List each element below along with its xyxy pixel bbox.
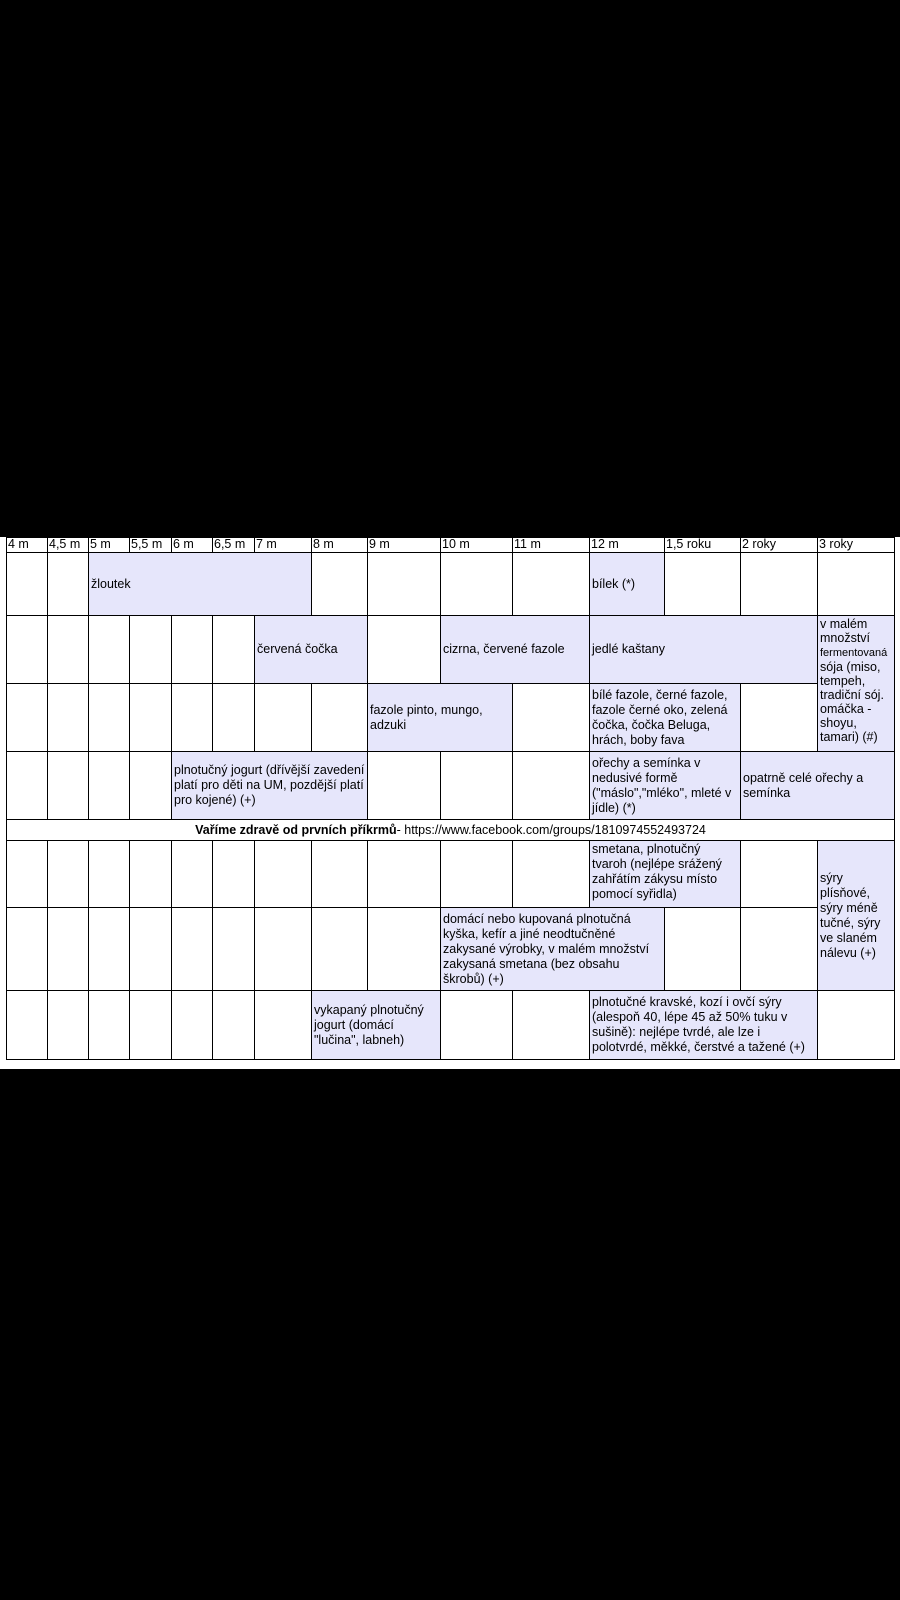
empty-cell	[367, 751, 441, 820]
empty-cell	[512, 751, 590, 820]
header-6m: 6 m	[171, 537, 213, 553]
empty-cell	[367, 907, 441, 991]
banner-title: Vaříme zdravě od prvních příkrmů	[195, 822, 397, 837]
empty-cell	[367, 552, 441, 616]
empty-cell	[47, 907, 89, 991]
empty-cell	[88, 990, 130, 1060]
empty-cell	[740, 683, 818, 752]
header-8m: 8 m	[311, 537, 368, 553]
empty-cell	[88, 840, 130, 908]
header-10m: 10 m	[440, 537, 513, 553]
empty-cell	[367, 840, 441, 908]
cele-orechy-cell: opatrně celé ořechy a semínka	[740, 751, 895, 820]
header-1-5-roku: 1,5 roku	[664, 537, 741, 553]
empty-cell	[311, 840, 368, 908]
empty-cell	[664, 552, 741, 616]
food-introduction-table	[0, 537, 900, 1069]
fazole-pinto-cell: fazole pinto, mungo, adzuki	[367, 683, 513, 752]
empty-cell	[254, 683, 312, 752]
empty-cell	[212, 615, 255, 684]
empty-cell	[740, 552, 818, 616]
vykapany-jogurt-cell: vykapaný plnotučný jogurt (domácí "lučina", labneh)	[311, 990, 441, 1060]
plnotucny-jogurt-cell: plnotučný jogurt (dřívější zavedení platí pro děti na UM, pozdější platí pro kojené) (+)	[171, 751, 368, 820]
empty-cell	[47, 552, 89, 616]
smetana-tvaroh-cell: smetana, plnotučný tvaroh (nejlépe srážený zahřátím zákysu místo pomocí syřidla)	[589, 840, 741, 908]
empty-cell	[212, 683, 255, 752]
empty-cell	[311, 552, 368, 616]
cizrna-cell: cizrna, červené fazole	[440, 615, 590, 684]
empty-cell	[212, 990, 255, 1060]
empty-cell	[88, 751, 130, 820]
empty-cell	[171, 907, 213, 991]
empty-cell	[440, 552, 513, 616]
empty-cell	[367, 615, 441, 684]
syry-plisnove-cell: sýry plísňové, sýry méně tučné, sýry ve slaném nálevu (+)	[817, 840, 895, 991]
empty-cell	[6, 615, 48, 684]
fermentovana-soja-cell: v malém množství fermentovaná sója (miso, tempeh, tradiční sój. omáčka - shoyu, tamari) (#)	[817, 615, 895, 752]
header-5m: 5 m	[88, 537, 130, 553]
header-5-5m: 5,5 m	[129, 537, 172, 553]
empty-cell	[129, 683, 172, 752]
empty-cell	[817, 990, 895, 1060]
empty-cell	[47, 683, 89, 752]
header-4-5m: 4,5 m	[47, 537, 89, 553]
source-banner	[6, 819, 895, 841]
empty-cell	[440, 990, 513, 1060]
cervena-cocka-cell: červená čočka	[254, 615, 368, 684]
empty-cell	[512, 840, 590, 908]
zloutek-cell: žloutek	[88, 552, 312, 616]
jedle-kastany-cell: jedlé kaštany	[589, 615, 818, 684]
bilek-cell: bílek (*)	[589, 552, 665, 616]
empty-cell	[6, 751, 48, 820]
header-9m: 9 m	[367, 537, 441, 553]
empty-cell	[6, 552, 48, 616]
empty-cell	[740, 907, 818, 991]
header-4m: 4 m	[6, 537, 48, 553]
empty-cell	[129, 907, 172, 991]
bile-fazole-cell: bílé fazole, černé fazole, fazole černé oko, zelená čočka, čočka Beluga, hrách, boby fava	[589, 683, 741, 752]
empty-cell	[171, 840, 213, 908]
empty-cell	[47, 751, 89, 820]
header-2-roky: 2 roky	[740, 537, 818, 553]
empty-cell	[440, 751, 513, 820]
empty-cell	[171, 615, 213, 684]
empty-cell	[6, 990, 48, 1060]
empty-cell	[512, 683, 590, 752]
empty-cell	[254, 990, 312, 1060]
header-11m: 11 m	[512, 537, 590, 553]
empty-cell	[88, 615, 130, 684]
empty-cell	[740, 840, 818, 908]
empty-cell	[311, 907, 368, 991]
empty-cell	[47, 840, 89, 908]
empty-cell	[512, 990, 590, 1060]
header-3-roky: 3 roky	[817, 537, 895, 553]
plnotucne-syry-cell: plnotučné kravské, kozí i ovčí sýry (alespoň 40, lépe 45 až 50% tuku v sušině): nejlépe tvrdé, ale lze i polotvrdé, měkké, čerstvé a tažené (+)	[589, 990, 818, 1060]
kyska-kefir-cell: domácí nebo kupovaná plnotučná kyška, kefír a jiné neodtučněné zakysané výrobky, v malém množství zakysaná smetana (bez obsahu škrobů) (+)	[440, 907, 665, 991]
empty-cell	[6, 840, 48, 908]
empty-cell	[512, 552, 590, 616]
banner-link[interactable]: - https://www.facebook.com/groups/1810974552493724	[396, 822, 706, 837]
empty-cell	[212, 840, 255, 908]
empty-cell	[129, 990, 172, 1060]
empty-cell	[817, 552, 895, 616]
empty-cell	[171, 683, 213, 752]
empty-cell	[254, 840, 312, 908]
orechy-seminka-cell: ořechy a semínka v nedusivé formě ("máslo","mléko", mleté v jídle) (*)	[589, 751, 741, 820]
empty-cell	[129, 615, 172, 684]
empty-cell	[440, 840, 513, 908]
empty-cell	[88, 683, 130, 752]
empty-cell	[47, 615, 89, 684]
header-12m: 12 m	[589, 537, 665, 553]
empty-cell	[6, 683, 48, 752]
empty-cell	[47, 990, 89, 1060]
empty-cell	[311, 683, 368, 752]
empty-cell	[212, 907, 255, 991]
header-7m: 7 m	[254, 537, 312, 553]
header-6-5m: 6,5 m	[212, 537, 255, 553]
empty-cell	[88, 907, 130, 991]
empty-cell	[129, 751, 172, 820]
empty-cell	[171, 990, 213, 1060]
empty-cell	[254, 907, 312, 991]
empty-cell	[129, 840, 172, 908]
empty-cell	[6, 907, 48, 991]
empty-cell	[664, 907, 741, 991]
